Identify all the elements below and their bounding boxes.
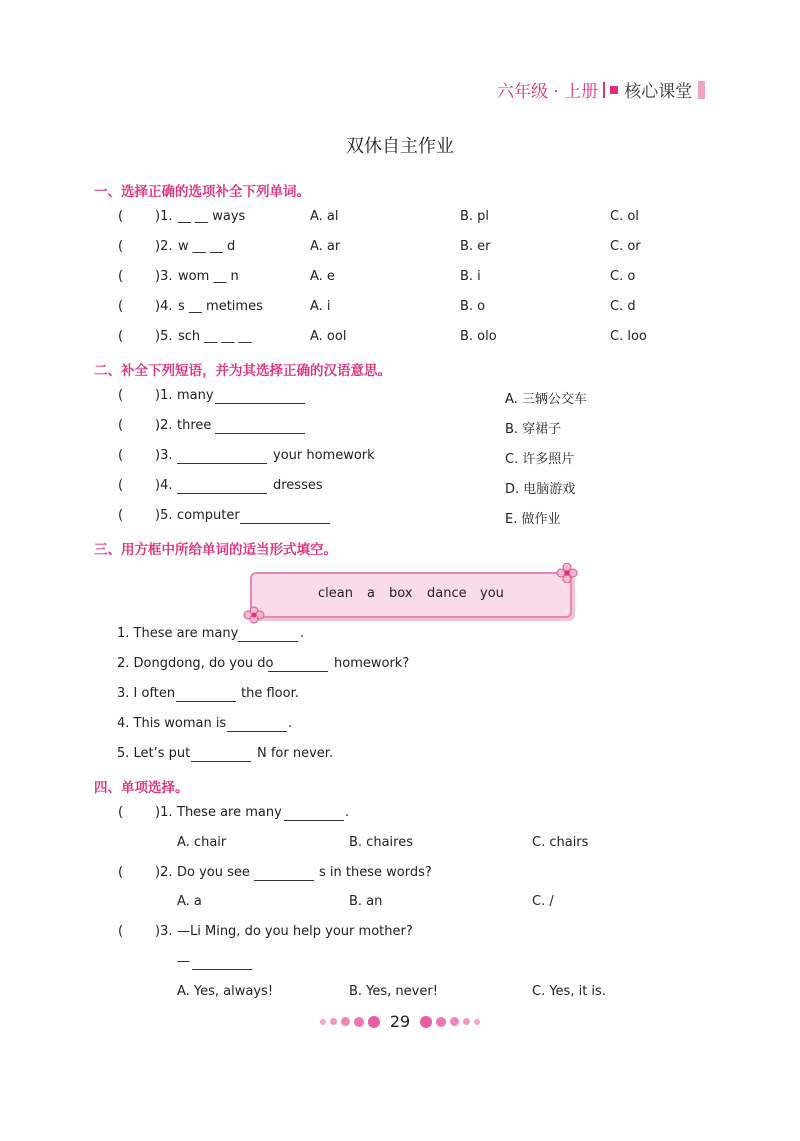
page-number: 29 [389, 1012, 411, 1031]
grade-label: 六年级 · 上册 [497, 82, 599, 102]
dot-icon [368, 1016, 380, 1028]
option-a: A. e [310, 269, 335, 284]
question-text: . [345, 805, 350, 820]
dot-icon [341, 1017, 350, 1026]
dot-icon [330, 1018, 337, 1025]
page-title: 双休自主作业 [346, 136, 454, 157]
item-number: )4. [155, 478, 173, 493]
question-text: These are many [177, 805, 282, 820]
answer-blank[interactable] [268, 671, 328, 672]
sentence-text: 3. I often [117, 686, 176, 701]
answer-blank[interactable] [176, 701, 236, 702]
meaning-option: E. 做作业 [505, 512, 561, 527]
option-c: C. d [610, 299, 636, 314]
word-box-item: a [367, 586, 375, 601]
section4-heading: 四、单项选择。 [94, 780, 189, 796]
option-b: B. chaires [349, 835, 413, 850]
option-a: A. Yes, always! [177, 984, 274, 999]
sentence-text: the floor. [241, 686, 299, 701]
question-text: Do you see [177, 865, 250, 880]
sentence-text: . [288, 716, 293, 731]
dot-icon [474, 1019, 480, 1025]
item-number: )2. [155, 865, 173, 880]
item-number: )4. [155, 299, 173, 314]
option-b: B. o [460, 299, 486, 314]
meaning-option: B. 穿裙子 [505, 422, 562, 437]
question-text: s in these words? [319, 865, 432, 880]
header-divider [603, 82, 605, 98]
answer-paren[interactable]: ( [118, 269, 124, 284]
item-number: )3. [155, 269, 173, 284]
header-tab-marker [698, 81, 705, 99]
answer-paren[interactable]: ( [118, 239, 124, 254]
sentence-text: 2. Dongdong, do you do [117, 656, 274, 671]
option-c: C. loo [610, 329, 647, 344]
sentence-text: 1. These are many [117, 626, 239, 641]
meaning-option: C. 许多照片 [505, 452, 575, 467]
phrase-word: many [177, 388, 214, 403]
page-footer [0, 1012, 800, 1031]
phrase-word: computer [177, 508, 240, 523]
meaning-option: D. 电脑游戏 [505, 482, 576, 497]
flower-icon [240, 604, 268, 624]
flower-icon [555, 563, 579, 583]
answer-blank[interactable] [284, 820, 344, 821]
word-box [250, 572, 572, 618]
phrase-word: three [177, 418, 212, 433]
answer-blank[interactable] [227, 731, 287, 732]
dot-icon [450, 1017, 459, 1026]
answer-blank[interactable] [215, 403, 305, 404]
answer-paren[interactable]: ( [118, 418, 124, 433]
option-b: B. an [349, 894, 383, 909]
section2-heading: 二、补全下列短语，并为其选择正确的汉语意思。 [94, 363, 391, 379]
option-a: A. a [177, 894, 202, 909]
answer-paren[interactable]: ( [118, 865, 124, 880]
option-a: A. i [310, 299, 331, 314]
section1-heading: 一、选择正确的选项补全下列单词。 [94, 184, 310, 200]
option-a: A. ar [310, 239, 341, 254]
answer-blank[interactable] [177, 463, 267, 464]
answer-blank[interactable] [192, 969, 252, 970]
word-box-item: you [480, 586, 504, 601]
answer-blank[interactable] [240, 523, 330, 524]
section3-heading: 三、用方框中所给单词的适当形式填空。 [94, 542, 337, 558]
sentence-text: 4. This woman is [117, 716, 227, 731]
word-box-item: dance [427, 586, 467, 601]
meaning-option: A. 三辆公交车 [505, 392, 587, 407]
brand-label: 核心课堂 [624, 82, 693, 102]
option-c: C. / [532, 894, 554, 909]
item-word: s __ metimes [178, 299, 263, 314]
question-text: —Li Ming, do you help your mother? [177, 924, 413, 939]
item-number: )2. [155, 418, 173, 433]
dot-icon [463, 1018, 470, 1025]
dot-icon [320, 1019, 326, 1025]
item-number: )3. [155, 448, 173, 463]
dot-icon [354, 1017, 364, 1027]
option-c: C. chairs [532, 835, 589, 850]
item-word: w __ __ d [178, 239, 236, 254]
item-number: )1. [155, 805, 173, 820]
item-number: )1. [155, 388, 173, 403]
answer-blank[interactable] [254, 880, 314, 881]
option-b: B. olo [460, 329, 497, 344]
answer-blank[interactable] [215, 433, 305, 434]
answer-blank[interactable] [191, 761, 251, 762]
dot-icon [420, 1016, 432, 1028]
answer-paren[interactable]: ( [118, 299, 124, 314]
answer-paren[interactable]: ( [118, 924, 124, 939]
square-marker-icon [610, 86, 618, 94]
option-c: C. o [610, 269, 636, 284]
item-number: )1. [155, 209, 173, 224]
answer-paren[interactable]: ( [118, 388, 124, 403]
item-number: )3. [155, 924, 173, 939]
option-a: A. chair [177, 835, 227, 850]
option-c: C. or [610, 239, 641, 254]
item-number: )5. [155, 329, 173, 344]
item-word: wom __ n [178, 269, 239, 284]
option-c: C. Yes, it is. [532, 984, 606, 999]
answer-paren[interactable]: ( [118, 448, 124, 463]
option-b: B. Yes, never! [349, 984, 438, 999]
answer-paren[interactable]: ( [118, 329, 124, 344]
page-header [497, 77, 705, 102]
answer-blank[interactable] [238, 641, 298, 642]
option-a: A. al [310, 209, 339, 224]
item-word: sch __ __ __ [178, 329, 252, 344]
word-box-item: box [389, 586, 413, 601]
answer-dash: — [177, 954, 190, 969]
word-box-item: clean [318, 586, 353, 601]
answer-paren[interactable]: ( [118, 805, 124, 820]
option-b: B. er [460, 239, 491, 254]
option-b: B. pl [460, 209, 490, 224]
sentence-text: . [300, 626, 305, 641]
answer-paren[interactable]: ( [118, 209, 124, 224]
item-number: )5. [155, 508, 173, 523]
phrase-word: dresses [273, 478, 323, 493]
option-b: B. i [460, 269, 481, 284]
answer-paren[interactable]: ( [118, 478, 124, 493]
phrase-word: your homework [273, 448, 375, 463]
option-a: A. ool [310, 329, 347, 344]
dot-icon [436, 1017, 446, 1027]
answer-blank[interactable] [177, 493, 267, 494]
sentence-text: homework? [334, 656, 410, 671]
item-number: )2. [155, 239, 173, 254]
item-word: __ __ ways [178, 209, 246, 224]
option-c: C. ol [610, 209, 639, 224]
answer-paren[interactable]: ( [118, 508, 124, 523]
sentence-text: N for never. [257, 746, 334, 761]
sentence-text: 5. Let’s put [117, 746, 191, 761]
